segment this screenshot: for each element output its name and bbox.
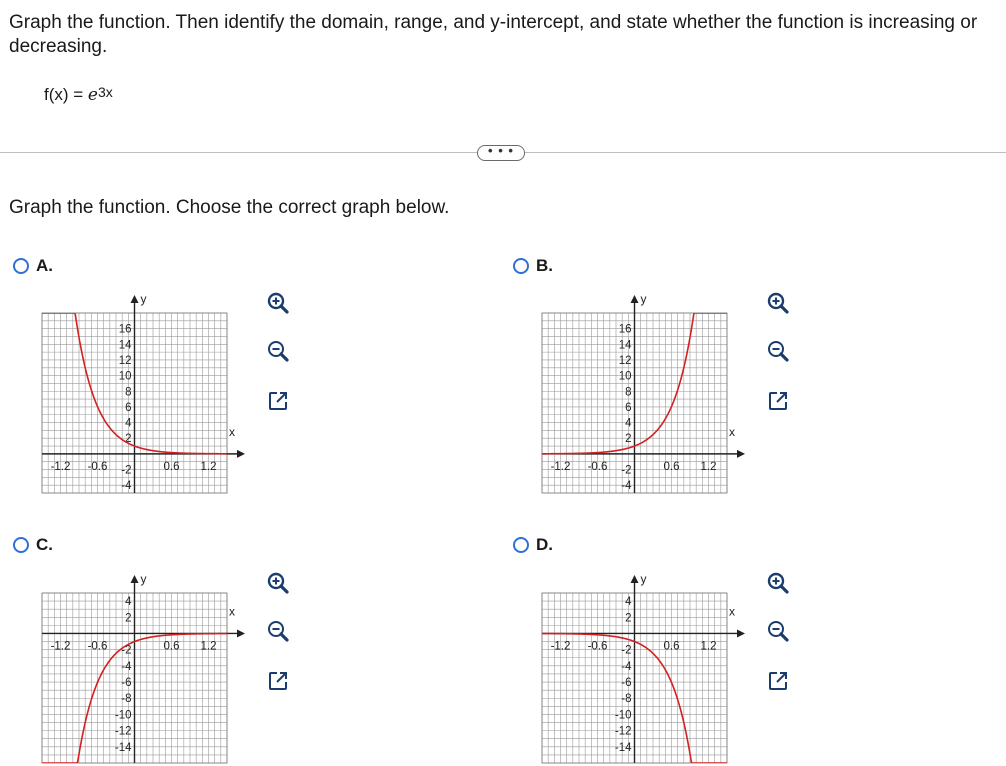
option-a[interactable] xyxy=(13,256,53,276)
x-tick-label: -1.2 xyxy=(50,460,71,473)
x-axis-arrow xyxy=(737,450,745,458)
y-axis-arrow xyxy=(131,575,139,583)
x-tick-label: 0.6 xyxy=(663,460,680,473)
function-lhs: f(x) = xyxy=(44,85,88,104)
y-tick-label: 14 xyxy=(118,339,132,352)
popout-icon xyxy=(266,389,290,413)
zoom-out-button[interactable] xyxy=(265,338,291,364)
x-axis-label: x xyxy=(229,604,235,619)
option-b-label: B. xyxy=(536,256,553,275)
x-tick-label: -0.6 xyxy=(587,460,608,473)
zoom-in-button[interactable] xyxy=(265,570,291,596)
option-d-label: D. xyxy=(536,535,553,554)
graph-option-c xyxy=(30,565,260,766)
zoom-in-button[interactable] xyxy=(765,290,791,316)
x-tick-label: 1.2 xyxy=(200,640,217,653)
y-axis-label: y xyxy=(640,572,647,586)
y-axis-arrow xyxy=(131,295,139,303)
x-tick-label: -0.6 xyxy=(87,460,108,473)
y-tick-label: 10 xyxy=(118,370,132,383)
graph-option-b xyxy=(530,285,760,495)
zoom-in-button[interactable] xyxy=(265,290,291,316)
zoom-out-button[interactable] xyxy=(265,618,291,644)
y-tick-label: 14 xyxy=(618,339,632,352)
instruction-text: Graph the function. Choose the correct graph below. xyxy=(9,197,450,218)
x-tick-label: -1.2 xyxy=(550,640,571,653)
x-axis-arrow xyxy=(237,450,245,458)
y-tick-label: -4 xyxy=(121,660,132,673)
option-a-label: A. xyxy=(36,256,53,275)
zoom-out-icon xyxy=(266,339,290,363)
y-tick-label: 8 xyxy=(125,386,132,399)
x-tick-label: 0.6 xyxy=(163,640,180,653)
option-d-radio[interactable] xyxy=(513,537,529,553)
popout-button[interactable] xyxy=(265,668,291,694)
option-d[interactable] xyxy=(513,535,553,555)
x-axis-label: x xyxy=(729,604,735,619)
y-axis-label: y xyxy=(140,292,147,306)
y-tick-label: 8 xyxy=(625,386,632,399)
x-axis-arrow xyxy=(737,629,745,637)
y-tick-label: -10 xyxy=(114,709,132,722)
y-tick-label: 16 xyxy=(118,323,132,336)
graph-option-a xyxy=(30,285,260,495)
y-tick-label: -14 xyxy=(614,741,632,754)
y-tick-label: -2 xyxy=(121,464,132,477)
option-b[interactable] xyxy=(513,256,553,276)
graph-option-d xyxy=(530,565,760,766)
y-tick-label: 2 xyxy=(625,433,632,446)
zoom-out-button[interactable] xyxy=(765,338,791,364)
zoom-in-button[interactable] xyxy=(765,570,791,596)
y-tick-label: -4 xyxy=(621,480,632,493)
y-tick-label: -12 xyxy=(614,725,632,738)
x-tick-label: 0.6 xyxy=(663,640,680,653)
option-c-label: C. xyxy=(36,535,53,554)
popout-button[interactable] xyxy=(765,388,791,414)
y-tick-label: -10 xyxy=(614,709,632,722)
y-tick-label: 2 xyxy=(625,612,632,625)
y-tick-label: 2 xyxy=(125,433,132,446)
x-tick-label: -0.6 xyxy=(587,640,608,653)
zoom-out-button[interactable] xyxy=(765,618,791,644)
zoom-out-icon xyxy=(766,339,790,363)
more-options-button[interactable]: • • • xyxy=(477,145,525,161)
y-tick-label: 6 xyxy=(125,401,132,414)
y-tick-label: 4 xyxy=(625,596,632,609)
popout-icon xyxy=(766,669,790,693)
y-tick-label: -6 xyxy=(121,677,132,690)
question-prompt: Graph the function. Then identify the domain, range, and y-intercept, and state whether the function is increasing or decreasing. xyxy=(9,12,978,57)
y-tick-label: -8 xyxy=(621,693,632,706)
zoom-in-icon xyxy=(766,571,790,595)
y-tick-label: -4 xyxy=(621,660,632,673)
option-b-radio[interactable] xyxy=(513,258,529,274)
y-axis-label: y xyxy=(140,572,147,586)
x-tick-label: -1.2 xyxy=(50,640,71,653)
y-tick-label: -2 xyxy=(621,464,632,477)
y-axis-arrow xyxy=(631,575,639,583)
y-tick-label: 12 xyxy=(118,354,132,367)
x-tick-label: 1.2 xyxy=(200,460,217,473)
zoom-in-icon xyxy=(266,571,290,595)
popout-button[interactable] xyxy=(265,388,291,414)
y-tick-label: -6 xyxy=(621,677,632,690)
y-tick-label: -8 xyxy=(121,693,132,706)
y-tick-label: 4 xyxy=(125,596,132,609)
y-tick-label: 12 xyxy=(618,354,632,367)
x-tick-label: 0.6 xyxy=(163,460,180,473)
x-tick-label: -0.6 xyxy=(87,640,108,653)
y-axis-label: y xyxy=(640,292,647,306)
zoom-out-icon xyxy=(766,619,790,643)
function-exponent: 3x xyxy=(97,84,113,100)
option-c-radio[interactable] xyxy=(13,537,29,553)
zoom-out-icon xyxy=(266,619,290,643)
zoom-in-icon xyxy=(266,291,290,315)
popout-icon xyxy=(266,669,290,693)
function-definition xyxy=(44,85,113,105)
option-a-radio[interactable] xyxy=(13,258,29,274)
x-tick-label: 1.2 xyxy=(700,460,717,473)
y-tick-label: 4 xyxy=(625,417,632,430)
popout-button[interactable] xyxy=(765,668,791,694)
y-tick-label: 4 xyxy=(125,417,132,430)
x-axis-arrow xyxy=(237,629,245,637)
y-axis-arrow xyxy=(631,295,639,303)
x-axis-label: x xyxy=(729,424,735,439)
option-c[interactable] xyxy=(13,535,53,555)
y-tick-label: 10 xyxy=(618,370,632,383)
x-tick-label: -1.2 xyxy=(550,460,571,473)
y-tick-label: -2 xyxy=(121,644,132,657)
x-tick-label: 1.2 xyxy=(700,640,717,653)
y-tick-label: -2 xyxy=(621,644,632,657)
y-tick-label: 6 xyxy=(625,401,632,414)
y-tick-label: -4 xyxy=(121,480,132,493)
zoom-in-icon xyxy=(766,291,790,315)
y-tick-label: 2 xyxy=(125,612,132,625)
function-base: e xyxy=(87,85,98,105)
x-axis-label: x xyxy=(229,424,235,439)
y-tick-label: 16 xyxy=(618,323,632,336)
y-tick-label: -14 xyxy=(114,741,132,754)
popout-icon xyxy=(766,389,790,413)
y-tick-label: -12 xyxy=(114,725,132,738)
